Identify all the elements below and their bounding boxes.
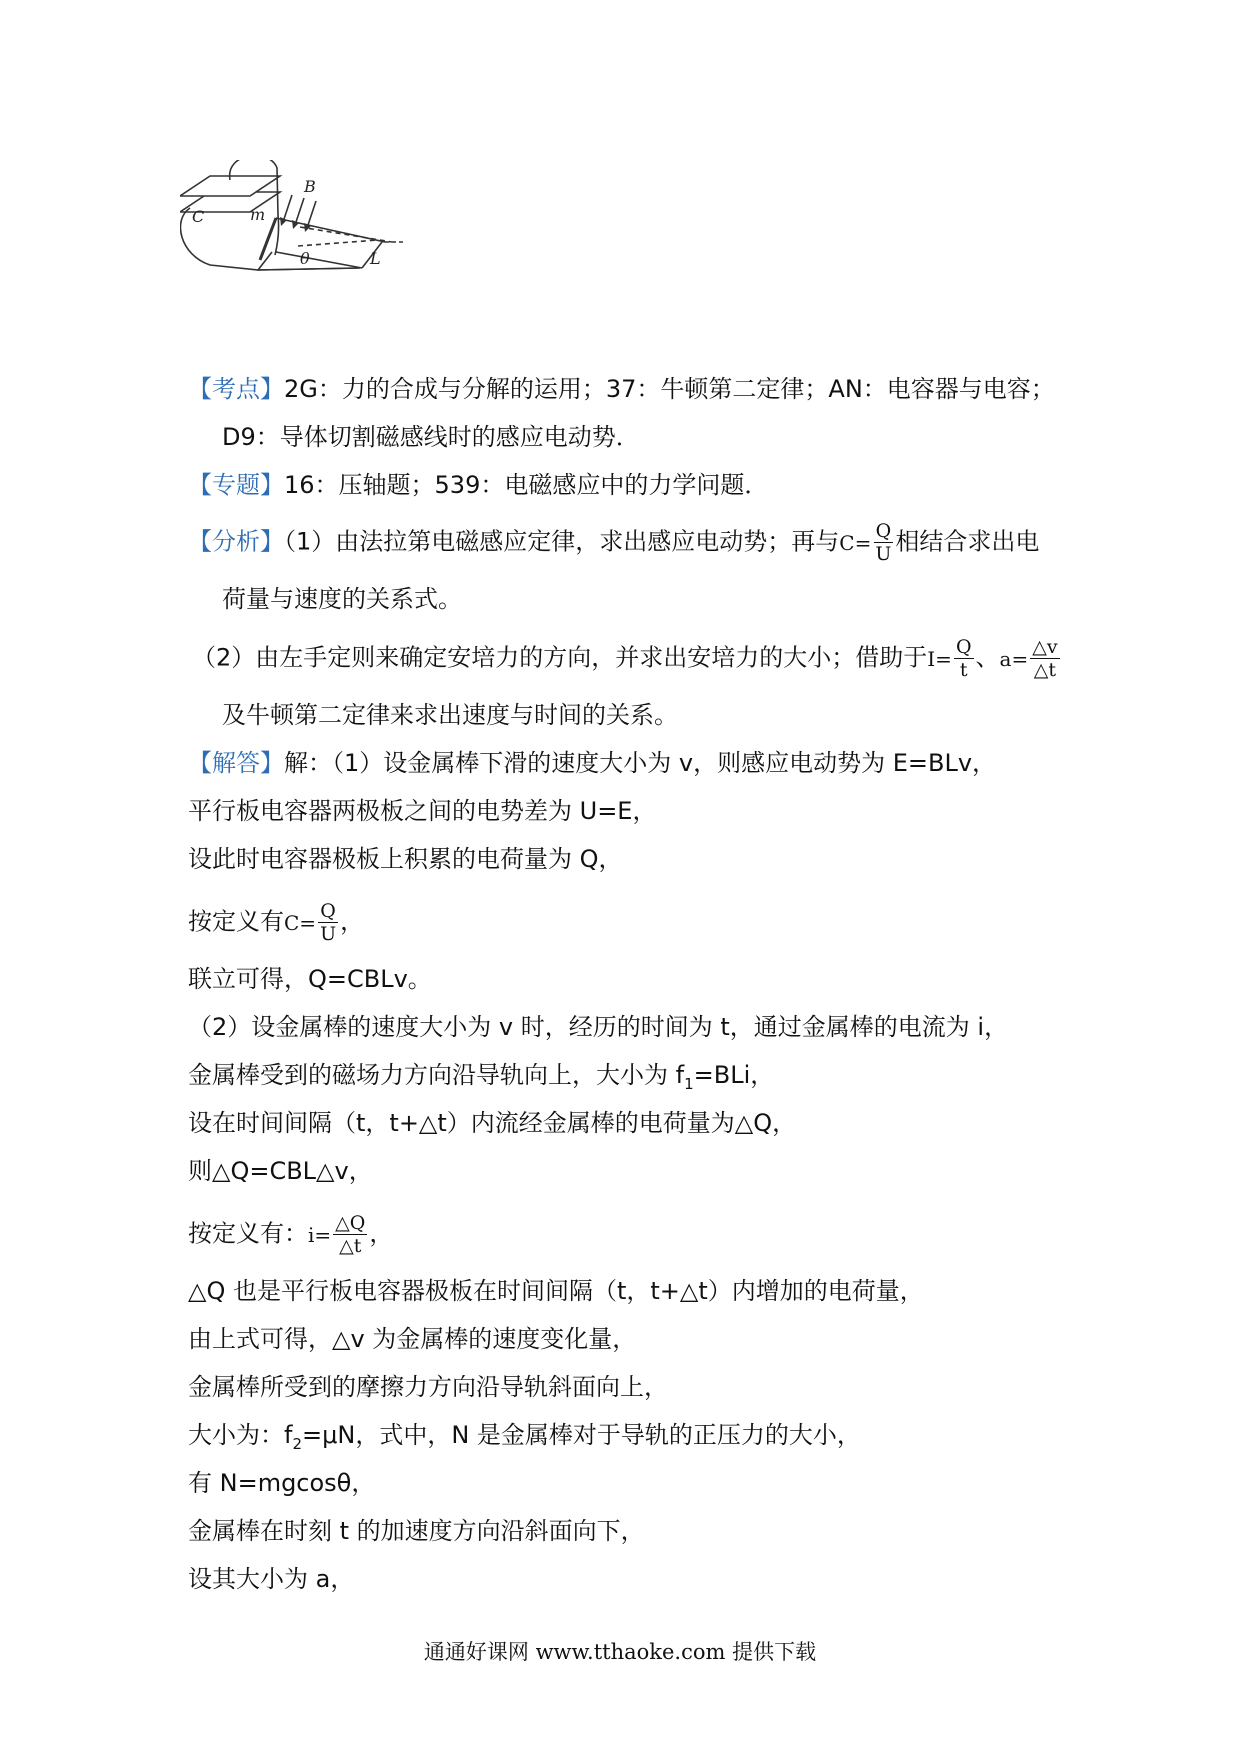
kaodian-tag: 【考点】 bbox=[188, 375, 284, 403]
formula-i2-lhs: i= bbox=[308, 1222, 332, 1247]
fenxi-p2-sep: 、 bbox=[975, 643, 1000, 672]
jieda-line-17: 设其大小为 a， bbox=[188, 1565, 355, 1593]
fenxi-tag: 【分析】 bbox=[188, 527, 284, 556]
jieda-l7-sub: 1 bbox=[684, 1074, 694, 1093]
jieda-l7-after: =BLi， bbox=[693, 1061, 775, 1089]
frac-q-u bbox=[873, 520, 893, 565]
jieda-line-2: 平行板电容器两极板之间的电势差为 U=E， bbox=[188, 797, 657, 825]
label-theta: θ bbox=[300, 249, 310, 268]
jieda-line-6: （2）设金属棒的速度大小为 v 时，经历的时间为 t，通过金属棒的电流为 i， bbox=[188, 1013, 1009, 1041]
jieda-line-1 bbox=[188, 746, 996, 780]
frac-dv-dt bbox=[1030, 636, 1059, 681]
fenxi-line-4: 及牛顿第二定律来求出速度与时间的关系。 bbox=[222, 701, 678, 729]
formula-c-q-u-2 bbox=[284, 900, 340, 945]
frac-num: Q bbox=[320, 900, 336, 922]
zhuanti-tag: 【专题】 bbox=[188, 471, 284, 499]
rail-lower-2 bbox=[258, 268, 358, 270]
frac-dq-dt bbox=[333, 1212, 367, 1257]
kaodian-line-2: D9：导体切割磁感线时的感应电动势． bbox=[222, 423, 640, 451]
jieda-line-10 bbox=[188, 1212, 393, 1257]
b-arrow-3 bbox=[307, 201, 316, 228]
jieda-line-11: △Q 也是平行板电容器极板在时间间隔（t，t+△t）内增加的电荷量， bbox=[188, 1277, 924, 1305]
frac-den: t bbox=[959, 659, 968, 681]
kaodian-text-1: 2G：力的合成与分解的运用；37：牛顿第二定律；AN：电容器与电容； bbox=[284, 375, 1055, 403]
jieda-l14-after: =μN，式中，N 是金属棒对于导轨的正压力的大小， bbox=[302, 1421, 861, 1449]
jieda-line-12: 由上式可得，△v 为金属棒的速度变化量， bbox=[188, 1325, 637, 1353]
zhuanti-line bbox=[188, 468, 768, 502]
frac-den: △t bbox=[339, 1235, 362, 1257]
incline-base bbox=[276, 252, 362, 268]
b-arrow-2 bbox=[295, 198, 304, 225]
label-b: B bbox=[304, 177, 316, 196]
frac-num: Q bbox=[955, 636, 972, 658]
frac-q-u bbox=[318, 900, 338, 945]
jieda-line-16: 金属棒在时刻 t 的加速度方向沿斜面向下， bbox=[188, 1517, 645, 1545]
frac-num: △v bbox=[1032, 636, 1058, 658]
formula-a-dv-dt bbox=[1000, 636, 1062, 681]
jieda-l1: 解：（1）设金属棒下滑的速度大小为 v，则感应电动势为 E=BLv， bbox=[284, 749, 997, 777]
fenxi-p1-before: （1）由法拉第电磁感应定律，求出感应电动势；再与 bbox=[284, 527, 840, 556]
label-l: L bbox=[370, 249, 381, 268]
fenxi-p2-before: （2）由左手定则来确定安培力的方向，并求出安培力的大小；借助于 bbox=[192, 643, 928, 672]
frac-den: U bbox=[875, 543, 892, 565]
zhuanti-text: 16：压轴题；539：电磁感应中的力学问题． bbox=[284, 471, 769, 499]
jieda-line-3: 设此时电容器极板上积累的电荷量为 Q， bbox=[188, 845, 623, 873]
formula-i-lhs: I= bbox=[927, 646, 952, 671]
b-arrow-1 bbox=[283, 195, 292, 222]
jieda-l4-after: ， bbox=[340, 907, 365, 936]
frac-num: Q bbox=[875, 520, 892, 542]
frac-q-t bbox=[954, 636, 974, 681]
formula-c-lhs: C= bbox=[284, 910, 317, 935]
jieda-line-14 bbox=[188, 1418, 861, 1461]
kaodian-line-1 bbox=[188, 372, 1055, 406]
jieda-l4-before: 按定义有 bbox=[188, 907, 284, 936]
formula-i-dq-dt bbox=[308, 1212, 369, 1257]
frac-num: △Q bbox=[335, 1212, 366, 1234]
formula-c-q-u bbox=[839, 520, 895, 565]
page-footer: 通通好课网 www.tthaoke.com 提供下载 bbox=[423, 1640, 817, 1664]
jieda-line-4 bbox=[188, 900, 364, 945]
metal-rod bbox=[260, 218, 276, 260]
frac-den: U bbox=[320, 923, 337, 945]
jieda-line-13: 金属棒所受到的摩擦力方向沿导轨斜面向上， bbox=[188, 1373, 668, 1401]
jieda-line-8: 设在时间间隔（t，t+△t）内流经金属棒的电荷量为△Q， bbox=[188, 1109, 797, 1137]
jieda-line-15: 有 N=mgcosθ， bbox=[188, 1469, 376, 1497]
formula-i-q-t bbox=[927, 636, 975, 681]
fenxi-p1-after: 相结合求出电 bbox=[895, 527, 1040, 556]
capacitor-rail-diagram bbox=[180, 160, 450, 310]
jieda-l14-before: 大小为：f bbox=[188, 1421, 293, 1449]
jieda-line-9: 则△Q=CBL△v， bbox=[188, 1157, 373, 1185]
formula-c-lhs: C= bbox=[839, 530, 872, 555]
jieda-l14-sub: 2 bbox=[292, 1434, 302, 1453]
formula-a-lhs: a= bbox=[999, 646, 1029, 671]
jieda-line-5: 联立可得，Q=CBLv。 bbox=[188, 965, 432, 993]
frac-den: △t bbox=[1033, 659, 1057, 681]
incline-lower-dash bbox=[298, 240, 378, 246]
jieda-l7-before: 金属棒受到的磁场力方向沿导轨向上，大小为 f bbox=[188, 1061, 685, 1089]
jieda-tag: 【解答】 bbox=[188, 749, 284, 777]
label-m: m bbox=[250, 205, 266, 224]
fenxi-line-3 bbox=[192, 636, 1062, 681]
fenxi-line-2: 荷量与速度的关系式。 bbox=[222, 585, 462, 613]
jieda-l10-before: 按定义有： bbox=[188, 1219, 308, 1248]
label-c: C bbox=[192, 207, 205, 226]
jieda-l10-after: ， bbox=[369, 1219, 394, 1248]
fenxi-line-1 bbox=[188, 520, 1039, 565]
jieda-line-7 bbox=[188, 1058, 774, 1101]
